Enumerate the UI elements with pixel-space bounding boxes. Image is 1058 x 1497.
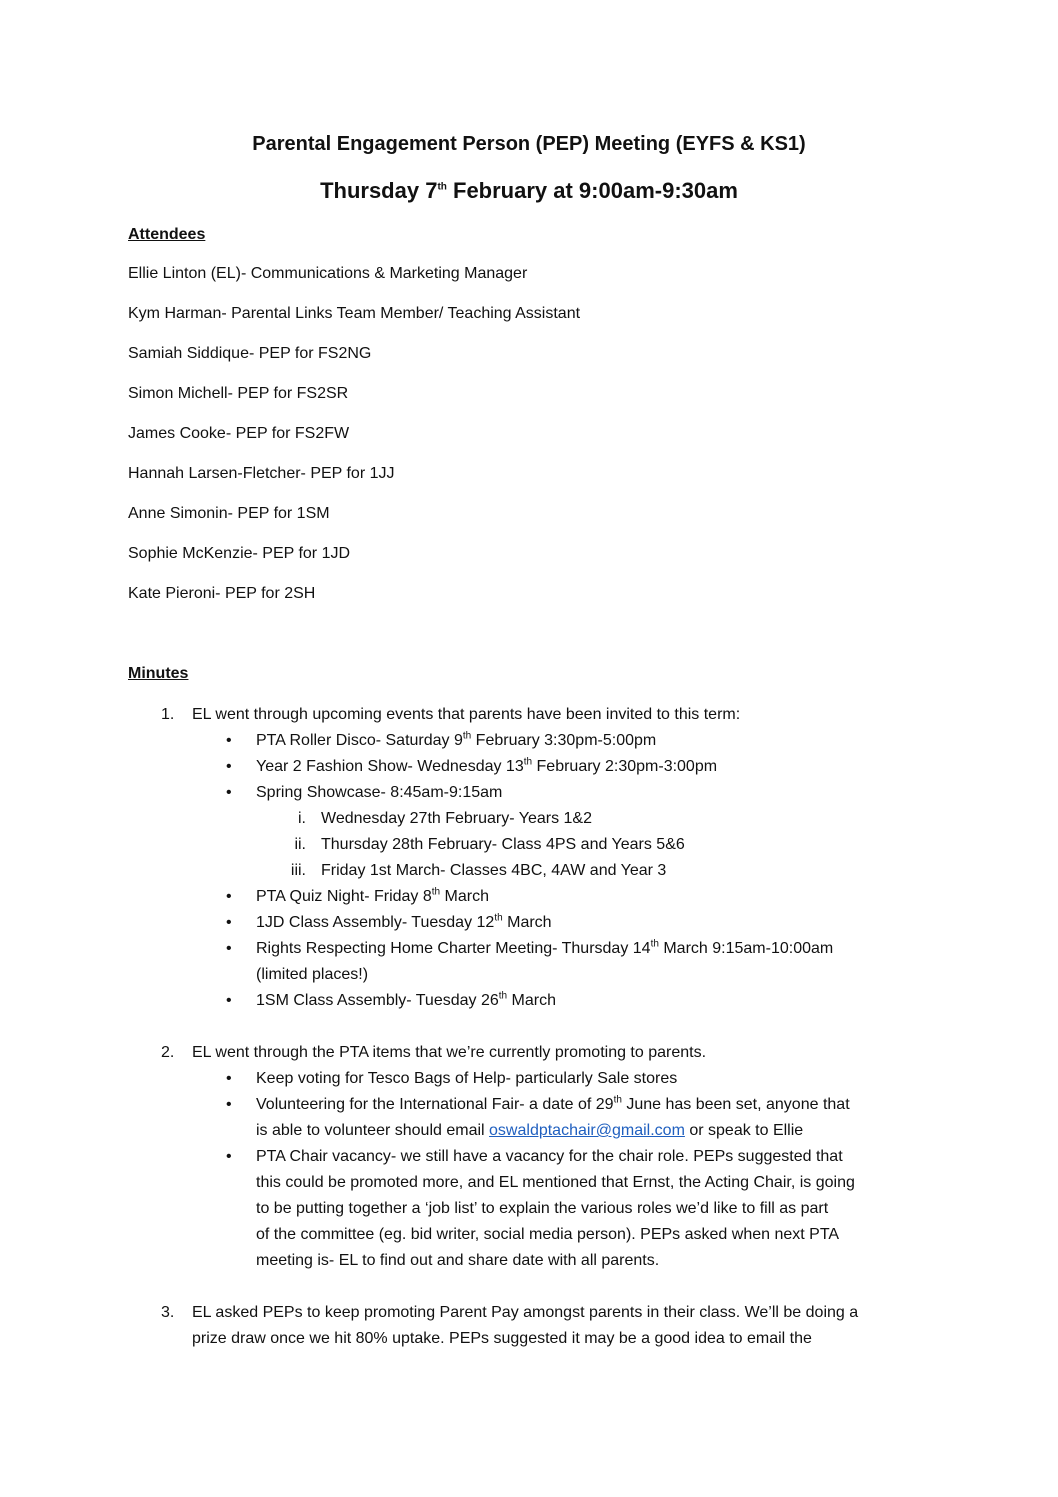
- attendee-line: Sophie McKenzie- PEP for 1JD: [128, 545, 351, 562]
- bullet-text: PTA Quiz Night- Friday 8th March: [256, 886, 490, 905]
- attendee-line: Hannah Larsen-Fletcher- PEP for 1JJ: [128, 465, 395, 482]
- bullet: •: [226, 1096, 232, 1113]
- item-number: 2.: [161, 1044, 175, 1061]
- item-text-continued: prize draw once we hit 80% uptake. PEPs suggested it may be a good idea to email the: [192, 1330, 812, 1347]
- bullet: •: [226, 992, 232, 1009]
- attendee-line: Anne Simonin- PEP for 1SM: [128, 505, 330, 522]
- item-text: EL went through the PTA items that we’re currently promoting to parents.: [192, 1044, 707, 1061]
- bullet-text: Spring Showcase- 8:45am-9:15am: [256, 784, 503, 801]
- attendee-line: Ellie Linton (EL)- Communications & Marketing Manager: [128, 265, 528, 282]
- sub-item-text: Wednesday 27th February- Years 1&2: [321, 810, 592, 827]
- attendees-heading: Attendees: [128, 226, 206, 243]
- attendee-line: Simon Michell- PEP for FS2SR: [128, 385, 349, 402]
- bullet-text: Keep voting for Tesco Bags of Help- particularly Sale stores: [256, 1070, 678, 1087]
- item-number: 3.: [161, 1304, 175, 1321]
- roman-number: i.: [298, 810, 306, 827]
- roman-number: iii.: [290, 862, 306, 879]
- bullet-text-continued: of the committee (eg. bid writer, social media person). PEPs asked when next PTA: [256, 1226, 840, 1243]
- attendee-line: James Cooke- PEP for FS2FW: [128, 425, 350, 442]
- bullet-text-continued: to be putting together a ‘job list’ to explain the various roles we’d like to fill as part: [256, 1200, 829, 1217]
- email-link[interactable]: oswaldptachair@gmail.com: [489, 1122, 685, 1139]
- item-number: 1.: [161, 706, 175, 723]
- bullet: •: [226, 784, 232, 801]
- bullet-text: PTA Chair vacancy- we still have a vacancy for the chair role. PEPs suggested that: [256, 1148, 843, 1165]
- bullet-text: 1SM Class Assembly- Tuesday 26th March: [256, 990, 557, 1009]
- bullet-text: 1JD Class Assembly- Tuesday 12th March: [256, 912, 552, 931]
- page-title: Parental Engagement Person (PEP) Meeting (EYFS & KS1): [252, 133, 806, 155]
- bullet: •: [226, 940, 232, 957]
- bullet: •: [226, 758, 232, 775]
- item-text: EL went through upcoming events that parents have been invited to this term:: [192, 706, 741, 723]
- bullet-text-continued: this could be promoted more, and EL mentioned that Ernst, the Acting Chair, is going: [256, 1174, 855, 1191]
- bullet-text-continued: is able to volunteer should email oswaldptachair@gmail.com or speak to Ellie: [256, 1122, 804, 1139]
- bullet: •: [226, 1148, 232, 1165]
- bullet-text: Volunteering for the International Fair- a date of 29th June has been set, anyone that: [256, 1094, 850, 1113]
- item-text: EL asked PEPs to keep promoting Parent Pay amongst parents in their class. We’ll be doing a: [192, 1304, 859, 1321]
- sub-item-text: Friday 1st March- Classes 4BC, 4AW and Year 3: [321, 862, 667, 879]
- minutes-heading: Minutes: [128, 665, 189, 682]
- bullet-text-continued: meeting is- EL to find out and share date with all parents.: [256, 1252, 660, 1269]
- bullet-text: PTA Roller Disco- Saturday 9th February 3:30pm-5:00pm: [256, 730, 657, 749]
- meeting-date: Thursday 7th February at 9:00am-9:30am: [320, 178, 738, 203]
- attendee-line: Kym Harman- Parental Links Team Member/ Teaching Assistant: [128, 305, 581, 322]
- bullet: •: [226, 914, 232, 931]
- attendee-line: Kate Pieroni- PEP for 2SH: [128, 585, 316, 602]
- bullet-text: Year 2 Fashion Show- Wednesday 13th February 2:30pm-3:00pm: [256, 756, 718, 775]
- bullet: •: [226, 732, 232, 749]
- attendee-line: Samiah Siddique- PEP for FS2NG: [128, 345, 372, 362]
- bullet-text: Rights Respecting Home Charter Meeting- Thursday 14th March 9:15am-10:00am: [256, 938, 834, 957]
- bullet-text-continued: (limited places!): [256, 966, 369, 983]
- bullet: •: [226, 888, 232, 905]
- bullet: •: [226, 1070, 232, 1087]
- roman-number: ii.: [294, 836, 306, 853]
- sub-item-text: Thursday 28th February- Class 4PS and Years 5&6: [321, 836, 685, 853]
